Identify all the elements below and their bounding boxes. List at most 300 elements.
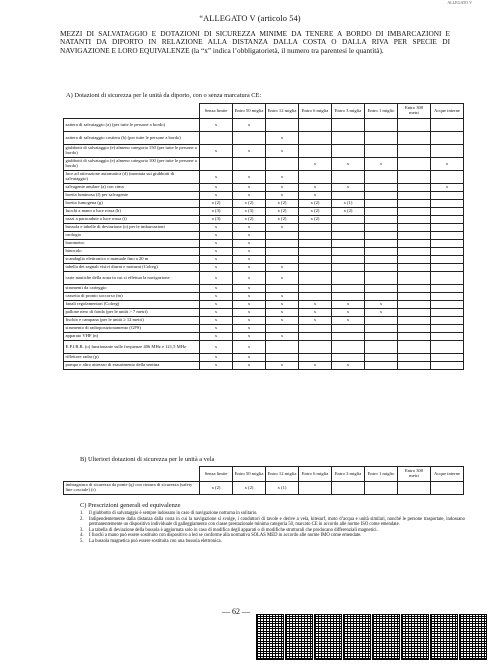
requirement-cell [431,264,464,272]
requirement-cell: x [266,192,299,200]
requirement-cell [266,354,299,362]
column-header: Acque interne [431,467,464,482]
requirement-cell [365,224,398,232]
requirement-cell [398,232,431,240]
requirement-cell [332,119,365,132]
requirement-cell [332,264,365,272]
requirement-cell: x (2) [299,200,332,208]
equipment-label: boetta luminosa (f) per salvagente [64,192,200,200]
requirement-cell [299,132,332,145]
requirement-cell: x [299,192,332,200]
column-header: Entro 1 miglio [365,104,398,119]
requirement-cell [332,272,365,285]
requirement-cell [398,184,431,192]
requirement-cell: x (2) [332,208,365,216]
note-text: La bussola magnetica può essere sostituita con una bussola elettronica. [89,538,222,544]
requirement-cell [398,482,431,495]
equipment-label: salvagente anulare (a) con cima [64,184,200,192]
requirement-cell [431,362,464,370]
requirement-cell: x (3) [200,216,233,224]
equipment-label: pallone nero di fonda (per le unità > 7 metri) [64,309,200,317]
requirement-cell [398,119,431,132]
requirement-cell [398,158,431,171]
sailing-equipment-table [63,466,464,495]
requirement-cell: x (1) [332,200,365,208]
requirement-cell: x [200,272,233,285]
column-header: Entro 1 miglio [365,467,398,482]
table-row [64,362,464,370]
requirement-cell [365,216,398,224]
requirement-cell [365,132,398,145]
requirement-cell [365,317,398,325]
requirement-cell: x [233,224,266,232]
column-header: Entro 6 miglia [299,104,332,119]
table-row [64,208,464,216]
requirement-cell: x [200,232,233,240]
note-item [80,539,465,545]
requirement-cell [266,285,299,293]
requirement-cell: x [233,309,266,317]
requirement-cell [431,232,464,240]
requirement-cell: x [233,293,266,301]
requirement-cell [431,240,464,248]
equipment-label: carte nautiche della zona in cui si effettua la navigazione [64,272,200,285]
requirement-cell: x [200,119,233,132]
requirement-cell [200,158,233,171]
requirement-cell [431,171,464,184]
requirement-cell: x [332,301,365,309]
equipment-label: barometro [64,240,200,248]
note-number: 3. [80,527,84,533]
note-text: La tabella di deviazione della bussola è aggiornata solo in caso di modifica degli apparati o di modifiche strutturali che producano differenziali magnetici. [89,527,378,533]
note-text: Il giubbotto di salvataggio è sempre indossato in caso di navigazione notturna in solitario. [89,511,258,516]
requirement-cell: x [266,309,299,317]
requirement-cell: x [299,301,332,309]
requirement-cell: x [266,224,299,232]
requirement-cell: x [332,184,365,192]
requirement-cell: x [200,341,233,354]
page-number: — 62 — [222,607,250,616]
column-header: Entro 50 miglia [233,104,266,119]
requirement-cell [299,341,332,354]
requirement-cell [365,354,398,362]
requirement-cell [233,132,266,145]
equipment-label: scandaglio elettronico o manuale fino a 20 m [64,256,200,264]
table-row [64,119,464,132]
requirement-cell [365,248,398,256]
requirement-cell [431,325,464,333]
table-row [64,341,464,354]
requirement-cell [431,333,464,341]
note-text: Indipendentemente dalla distanza dalla costa in cui la navigazione si svolge, i conduttori di tavole e derive a vela, kitesurf, moto d’acqua e unità similari, nonché le persone trasportate, indossano permanentemente un dispositivo individuale di galleggiamento con classe prestazionale minima categoria 50, marcato CE in accordo alle norme ISO come emendate. [89,516,465,528]
table-row [64,293,464,301]
column-header: Entro 50 miglia [233,467,266,482]
requirement-cell: x [266,272,299,285]
requirement-cell [365,145,398,158]
requirement-cell [299,240,332,248]
requirement-cell: x [266,145,299,158]
requirement-cell: x (2) [200,482,233,495]
table-row [64,158,464,171]
requirement-cell [365,208,398,216]
requirement-cell [398,333,431,341]
equipment-label: giubbotti di salvataggio (e) almeno categoria 150 (per tutte le persone a bordo) [64,145,200,158]
requirement-cell: x [266,171,299,184]
requirement-cell [431,317,464,325]
equipment-label: pompa o altro attrezzo di esaurimento della sentina [64,362,200,370]
requirement-cell: x [299,184,332,192]
requirement-cell: x (2) [266,208,299,216]
requirement-cell: x [266,317,299,325]
requirement-cell: x [266,362,299,370]
requirement-cell [332,341,365,354]
safety-equipment-table [63,103,464,370]
requirement-cell: x [200,171,233,184]
requirement-cell: x [200,224,233,232]
requirement-cell: x [299,317,332,325]
column-header: Acque interne [431,104,464,119]
requirement-cell [431,145,464,158]
table-header-row [64,467,464,482]
requirement-cell: x (2) [299,208,332,216]
requirement-cell: x [332,309,365,317]
requirement-cell [299,325,332,333]
requirement-cell: x [200,317,233,325]
requirement-cell: x [233,333,266,341]
requirement-cell: x (1) [266,482,299,495]
requirement-cell: x [200,362,233,370]
requirement-cell [299,354,332,362]
requirement-cell [365,362,398,370]
equipment-label: boetta fumogena (g) [64,200,200,208]
equipment-label: apparato VHF (n) [64,333,200,341]
requirement-cell [332,132,365,145]
requirement-cell [332,256,365,264]
requirement-cell [299,272,332,285]
requirement-cell: x [365,301,398,309]
note-number: 5. [80,538,84,544]
requirement-cell: x [233,171,266,184]
qr-code-icon [430,614,458,660]
section-a-title: A) Dotazioni di sicurezza per le unità da diporto, con o senza marcatura CE: [66,92,262,99]
requirement-cell [332,171,365,184]
equipment-label: imbragatura di sicurezza da ponte (q) con cintura di sicurezza (safety line cosciale) (r) [64,482,200,495]
requirement-cell: x (2) [299,216,332,224]
requirement-cell [332,232,365,240]
equipment-label: giubbotti di salvataggio (e) almeno categoria 100 (per tutte le persone a bordo) [64,158,200,171]
requirement-cell [266,256,299,264]
equipment-label: luce ad attivazione automatica (d) (montata sui giubbotti di salvataggio) [64,171,200,184]
requirement-cell [431,248,464,256]
requirement-cell: x [200,309,233,317]
requirement-cell: x [233,192,266,200]
equipment-label: fischio e campana (per le unità ≥ 12 metri) [64,317,200,325]
header-blank-cell [64,467,200,482]
note-number: 2. [80,516,84,522]
requirement-cell: x [200,293,233,301]
requirement-cell [431,132,464,145]
table-row [64,192,464,200]
requirement-cell [332,482,365,495]
requirement-cell [266,240,299,248]
requirement-cell [431,216,464,224]
column-header: Entro 3 miglia [332,467,365,482]
requirement-cell: x (2) [233,482,266,495]
equipment-label: strumento di radioposizionamento (GPS) [64,325,200,333]
requirement-cell [299,285,332,293]
table-row [64,232,464,240]
requirement-cell: x [200,354,233,362]
requirement-cell [365,341,398,354]
requirement-cell [398,200,431,208]
requirement-cell [431,192,464,200]
requirement-cell [398,256,431,264]
requirement-cell: x [332,158,365,171]
column-header: Entro 12 miglia [266,467,299,482]
requirement-cell [332,293,365,301]
requirement-cell: x [233,232,266,240]
requirement-cell [299,232,332,240]
requirement-cell [365,264,398,272]
requirement-cell [431,119,464,132]
requirement-cell [431,293,464,301]
requirement-cell [365,184,398,192]
requirement-cell: x [233,285,266,293]
requirement-cell: x [233,362,266,370]
requirement-cell: x [233,248,266,256]
equipment-label: riflettore radar (p) [64,354,200,362]
running-head: ALLEGATO V [447,0,472,5]
note-number: 4. [80,533,84,539]
requirement-cell [431,354,464,362]
requirement-cell [365,333,398,341]
requirement-cell [365,256,398,264]
requirement-cell: x [200,184,233,192]
table-row [64,285,464,293]
table-row [64,301,464,309]
equipment-label: orologio [64,232,200,240]
requirement-cell: x [200,325,233,333]
column-header: Senza limite [200,467,233,482]
qr-code-icon [314,614,342,660]
qr-code-icon [343,614,371,660]
requirement-cell: x (3) [200,208,233,216]
column-header: Entro 6 miglia [299,467,332,482]
requirement-cell: x [233,256,266,264]
requirement-cell [431,301,464,309]
requirement-cell: x [266,301,299,309]
requirement-cell: x [299,362,332,370]
equipment-label: fanali regolamentari (Colreg) [64,301,200,309]
equipment-label: E.P.I.R.B. (o) funzionante sulle frequenze 406 MHz e 121,5 MHz [64,341,200,354]
requirement-cell: x [365,309,398,317]
section-b-title: B) Ulteriori dotazioni di sicurezza per le unità a vela [80,456,215,463]
requirement-cell [332,248,365,256]
equipment-label: fuochi a mano a luce rossa (h) [64,208,200,216]
barcode-strip [256,614,486,660]
requirement-cell: x (2) [266,200,299,208]
requirement-cell [365,272,398,285]
requirement-cell [233,158,266,171]
document-heading [60,30,450,55]
requirement-cell [365,285,398,293]
requirement-cell [398,272,431,285]
equipment-label: cassetta di pronto soccorso (m) [64,293,200,301]
requirement-cell: x [200,145,233,158]
requirement-cell [431,208,464,216]
note-text: I fuochi a mano può essere sostituito con dispositivo a led se conforme alla normativa SOLAS MED in accordo alle norme IMO come emendate. [89,533,362,539]
requirement-cell [398,362,431,370]
equipment-label: razzi a paracadute a luce rossa (i) [64,216,200,224]
table-row [64,216,464,224]
requirement-cell [431,285,464,293]
requirement-cell [332,216,365,224]
requirement-cell [431,200,464,208]
heading-main: MEZZI DI SALVATAGGIO E DOTAZIONI DI SICUREZZA MINIME DA TENERE A BORDO DI IMBARCAZIONI E NATANTI DA DIPORTO IN RELAZIONE ALLA DISTANZA DALLA COSTA O DALLA RIVA PER SPECIE DI NAVIGAZIONE E LORO EQUIVALENZE [60,29,450,55]
requirement-cell: x [332,362,365,370]
requirement-cell: x [233,341,266,354]
requirement-cell [299,293,332,301]
requirement-cell [398,216,431,224]
requirement-cell [398,145,431,158]
table-row [64,317,464,325]
requirement-cell: x (2) [266,216,299,224]
requirement-cell [266,325,299,333]
requirement-cell [332,333,365,341]
requirement-cell [332,285,365,293]
requirement-cell [365,192,398,200]
requirement-cell: x [266,184,299,192]
column-header: Entro 12 miglia [266,104,299,119]
note-item [80,517,465,528]
requirement-cell: x [200,240,233,248]
requirement-cell: x [200,333,233,341]
equipment-label: zattera di salvataggio (a) (per tutte le persone a bordo) [64,119,200,132]
requirement-cell: x [200,285,233,293]
requirement-cell [299,482,332,495]
requirement-cell [365,482,398,495]
requirement-cell: x [233,354,266,362]
requirement-cell: x [266,132,299,145]
requirement-cell: x [200,192,233,200]
general-prescriptions [80,511,465,545]
requirement-cell [398,341,431,354]
requirement-cell: x [299,158,332,171]
requirement-cell [431,224,464,232]
requirement-cell [299,171,332,184]
note-number: 1. [80,511,84,516]
requirement-cell [398,293,431,301]
requirement-cell [299,224,332,232]
requirement-cell [266,248,299,256]
requirement-cell [431,309,464,317]
requirement-cell [398,301,431,309]
requirement-cell [365,171,398,184]
column-header: Entro 300 metri [398,467,431,482]
table-row [64,248,464,256]
table-row [64,354,464,362]
requirement-cell: x [233,240,266,248]
table-row [64,145,464,158]
qr-code-icon [256,614,284,660]
requirement-cell: x [200,264,233,272]
requirement-cell [398,132,431,145]
equipment-label: zattera di salvataggio costiera (b) (per tutte le persone a bordo) [64,132,200,145]
requirement-cell [431,341,464,354]
requirement-cell [299,145,332,158]
requirement-cell: x [266,264,299,272]
requirement-cell: x [266,333,299,341]
requirement-cell: x [233,184,266,192]
requirement-cell [398,208,431,216]
table-row [64,240,464,248]
column-header: Senza limite [200,104,233,119]
requirement-cell: x [233,325,266,333]
requirement-cell [398,317,431,325]
requirement-cell [332,224,365,232]
requirement-cell: x [299,309,332,317]
requirement-cell [398,248,431,256]
requirement-cell: x [233,264,266,272]
requirement-cell [398,285,431,293]
table-row [64,333,464,341]
requirement-cell [398,171,431,184]
table-row [64,132,464,145]
requirement-cell: x [431,184,464,192]
table-header-row [64,104,464,119]
requirement-cell [365,119,398,132]
requirement-cell [398,240,431,248]
requirement-cell [299,333,332,341]
column-header: Entro 3 miglia [332,104,365,119]
requirement-cell: x [233,145,266,158]
requirement-cell [332,325,365,333]
qr-code-icon [401,614,429,660]
header-blank-cell [64,104,200,119]
table-row [64,272,464,285]
requirement-cell [332,192,365,200]
table-row [64,482,464,495]
requirement-cell: x [233,119,266,132]
requirement-cell: x [431,158,464,171]
requirement-cell: x [233,317,266,325]
requirement-cell [332,240,365,248]
annex-title: “ALLEGATO V (articolo 54) [199,14,301,23]
requirement-cell [266,119,299,132]
requirement-cell: x [332,317,365,325]
requirement-cell [200,132,233,145]
requirement-cell: x [233,272,266,285]
requirement-cell: x (2) [233,216,266,224]
requirement-cell: x [266,293,299,301]
equipment-label: tabella dei segnali visivi diurni e notturni (Colreg) [64,264,200,272]
requirement-cell: x [200,301,233,309]
section-c-title: C) Prescrizioni generali ed equivalenze [80,502,181,509]
heading-tail: (la “x” indica l’obbligatorietà, il numero tra parentesi le quantità). [189,45,384,55]
requirement-cell [431,256,464,264]
qr-code-icon [372,614,400,660]
requirement-cell [398,192,431,200]
requirement-cell [431,482,464,495]
column-header: Entro 300 metri [398,104,431,119]
requirement-cell: x [365,158,398,171]
requirement-cell: x [233,301,266,309]
equipment-label: binocolo [64,248,200,256]
requirement-cell [398,224,431,232]
requirement-cell [299,248,332,256]
requirement-cell [398,354,431,362]
table-row [64,325,464,333]
